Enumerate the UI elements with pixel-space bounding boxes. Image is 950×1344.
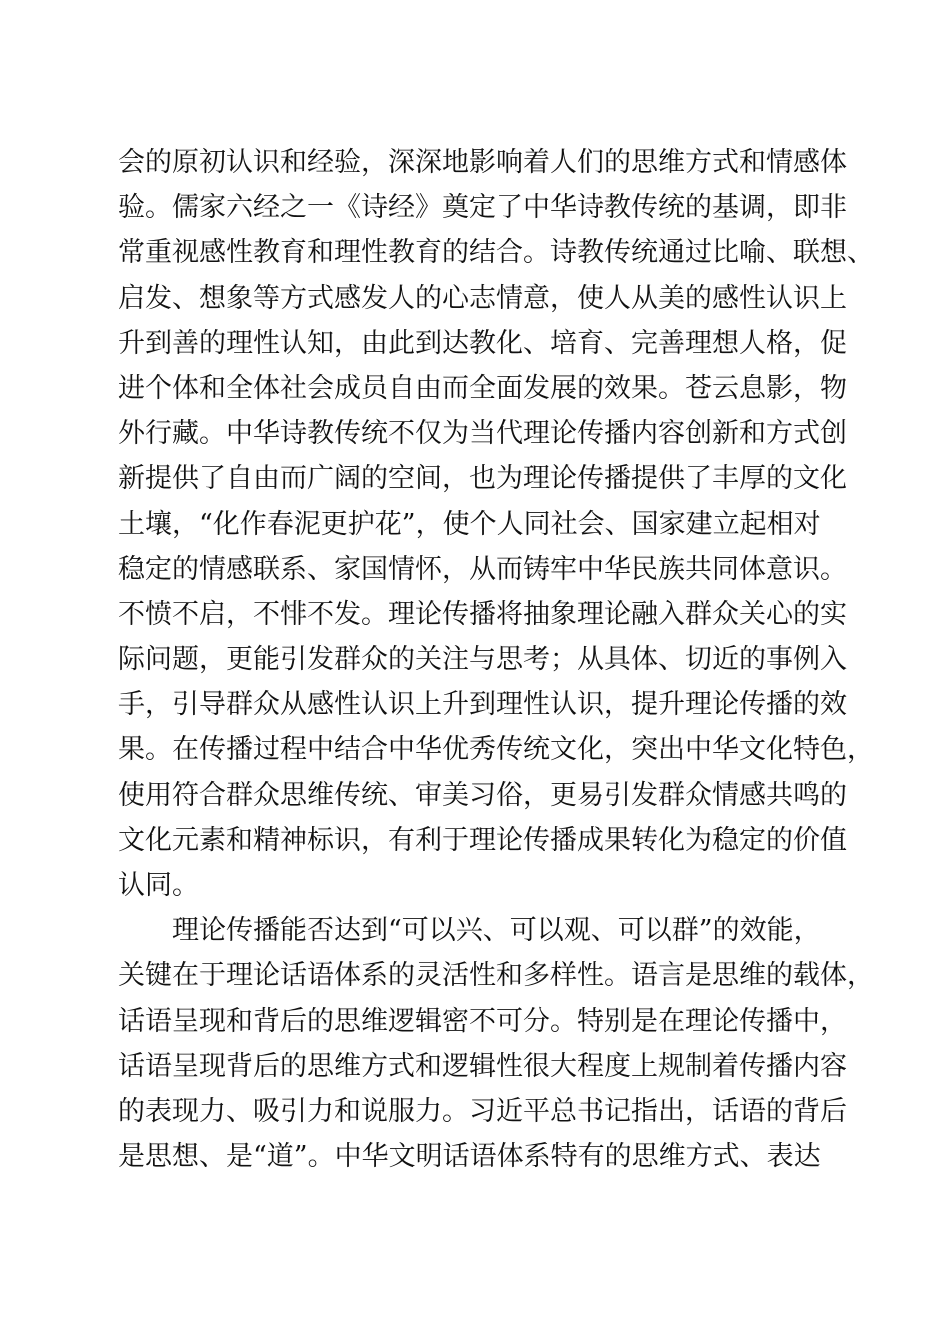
text-line: 土壤，“化作春泥更护花”，使个人同社会、国家建立起相对	[118, 508, 821, 540]
text-line: 手，引导群众从感性认识上升到理性认识，提升理论传播的效	[118, 689, 847, 721]
text-line: 际问题，更能引发群众的关注与思考；从具体、切近的事例入	[118, 644, 847, 676]
text-line: 文化元素和精神标识，有利于理论传播成果转化为稳定的价值	[118, 824, 847, 856]
text-line: 稳定的情感联系、家国情怀，从而铸牢中华民族共同体意识。	[118, 553, 847, 585]
text-line: 验。儒家六经之一《诗经》奠定了中华诗教传统的基调，即非	[118, 192, 847, 224]
paragraph-2	[118, 908, 874, 1179]
text-line: 启发、想象等方式感发人的心志情意，使人从美的感性认识上	[118, 282, 847, 314]
text-line: 常重视感性教育和理性教育的结合。诗教传统通过比喻、联想、	[118, 237, 874, 269]
paragraph-1	[118, 140, 874, 908]
text-line: 不愤不启，不悱不发。理论传播将抽象理论融入群众关心的实	[118, 598, 847, 630]
text-line: 话语呈现背后的思维方式和逻辑性很大程度上规制着传播内容	[118, 1050, 847, 1082]
text-line: 进个体和全体社会成员自由而全面发展的效果。苍云息影，物	[118, 372, 847, 404]
text-line: 新提供了自由而广阔的空间，也为理论传播提供了丰厚的文化	[118, 463, 847, 495]
text-line: 外行藏。中华诗教传统不仅为当代理论传播内容创新和方式创	[118, 418, 847, 450]
text-line: 升到善的理性认知，由此到达教化、培育、完善理想人格，促	[118, 327, 847, 359]
body-text	[118, 140, 874, 1179]
text-line-indented: 理论传播能否达到“可以兴、可以观、可以群”的效能，	[172, 915, 821, 947]
text-line: 的表现力、吸引力和说服力。习近平总书记指出，话语的背后	[118, 1095, 847, 1127]
text-line: 会的原初认识和经验，深深地影响着人们的思维方式和情感体	[118, 147, 847, 178]
text-line: 果。在传播过程中结合中华优秀传统文化，突出中华文化特色，	[118, 734, 874, 766]
text-line: 话语呈现和背后的思维逻辑密不可分。特别是在理论传播中，	[118, 1005, 847, 1037]
text-line: 是思想、是“道”。中华文明话语体系特有的思维方式、表达	[118, 1141, 821, 1173]
text-line: 使用符合群众思维传统、审美习俗，更易引发群众情感共鸣的	[118, 779, 847, 811]
text-line: 关键在于理论话语体系的灵活性和多样性。语言是思维的载体，	[118, 960, 874, 992]
text-line: 认同。	[118, 870, 199, 901]
